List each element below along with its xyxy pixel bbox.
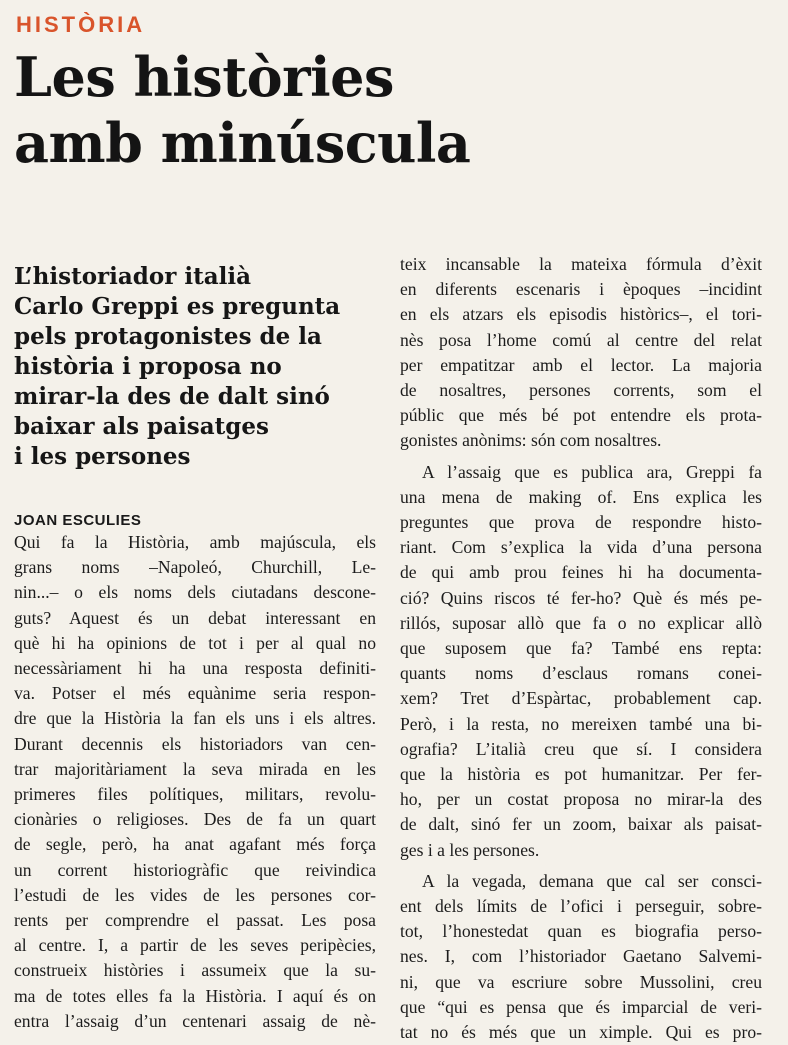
right-column <box>400 252 762 1045</box>
text-line: rents per comprendre el passat. Les posa <box>14 910 376 931</box>
text-line: teix incansable la mateixa fórmula d’èxit <box>400 254 762 274</box>
text-line: nès posa l’home comú al centre del relat <box>400 329 762 350</box>
text-line: ma de totes elles fa la Història. I aquí és on <box>14 985 376 1006</box>
text-line: riant. Com s’explica la vida d’una persona <box>400 537 762 558</box>
text-line: nes. I, com l’historiador Gaetano Salvemi- <box>400 946 762 967</box>
text-line: que suposem que fa? També ens repta: <box>400 638 762 659</box>
text-line: gonistes anònims: són com nosaltres. <box>400 430 662 451</box>
text-line: al centre. I, a partir de les seves peripècies, <box>14 935 376 956</box>
text-line: l’estudi de les vides de les persones cor- <box>14 884 376 905</box>
text-line: va. Potser el més equànime seria respon- <box>14 683 376 704</box>
text-line: grans noms –Napoleó, Churchill, Le- <box>14 557 376 578</box>
text-line: què hi ha opinions de tot i per al qual no <box>14 632 376 653</box>
text-line: nin...– o els noms dels ciutadans descone- <box>14 582 376 603</box>
text-line: de dalt, sinó fer un zoom, baixar als paisat- <box>400 814 762 835</box>
lead-line: i les persones <box>14 443 191 470</box>
text-line: un corrent historiogràfic que reivindica <box>14 859 376 880</box>
text-line: rillós, suposar allò que fa o no explicar allò <box>400 612 762 633</box>
article-headline <box>14 44 754 176</box>
text-line: tat no és més que un ximple. Qui es pro- <box>400 1022 762 1043</box>
lead-line: Carlo Greppi es pregunta <box>14 293 341 320</box>
left-body-text <box>14 530 376 1034</box>
text-line: construeix històries i assumeix que la su- <box>14 960 376 981</box>
section-label: HISTÒRIA <box>16 12 146 37</box>
text-line: públic que més bé pot entendre els prota- <box>400 405 762 426</box>
text-line: ho, per un costat proposa no mirar-la des <box>400 789 762 810</box>
article-lead <box>14 262 376 472</box>
text-line: primeres files polítiques, militars, revolu- <box>14 784 376 805</box>
text-line: Qui fa la Història, amb majúscula, els <box>14 532 376 552</box>
author-byline: JOAN ESCULIES <box>14 512 142 529</box>
text-line: tot, l’honestedat quan es biografia perso- <box>400 921 762 942</box>
text-line: ni, que va escriure sobre Mussolini, creu <box>400 971 762 992</box>
text-line: ges i a les persones. <box>400 839 540 860</box>
lead-line: L’historiador italià <box>14 263 251 290</box>
text-line: A la vegada, demana que cal ser consci- <box>422 870 762 891</box>
text-line: A l’assaig que es publica ara, Greppi fa <box>422 461 762 482</box>
left-column <box>14 252 376 1034</box>
lead-line: història i proposa no <box>14 353 282 380</box>
headline-line: Les històries <box>14 45 394 109</box>
text-line: ent dels límits de l’ofici i perseguir, sobre- <box>400 896 762 917</box>
text-line: que la història es pot humanitzar. Per fer- <box>400 764 762 785</box>
text-line: una mena de making of. Ens explica les <box>400 486 762 507</box>
text-line: en els atzars els episodis històrics–, el tori- <box>400 304 762 325</box>
text-line: de nosaltres, persones corrents, som el <box>400 380 762 401</box>
lead-line: baixar als paisatges <box>14 413 269 440</box>
text-line: ció? Quins riscos té fer-ho? Què és més pe- <box>400 587 762 608</box>
text-line: cionàries o religioses. Des de fa un quart <box>14 809 376 830</box>
text-line: xem? Tret d’Espàrtac, probablement cap. <box>400 688 762 709</box>
headline-line: amb minúscula <box>14 111 471 175</box>
text-line: guts? Aquest és un debat interessant en <box>14 607 376 628</box>
text-line: quants noms d’esclaus romans conei- <box>400 663 762 684</box>
text-line: Però, i la resta, no mereixen també una bi- <box>400 713 762 734</box>
text-line: dre que la Història la fan els uns i els altres. <box>14 708 376 729</box>
text-line: ografia? L’italià creu que sí. I considera <box>400 738 762 759</box>
text-line: preguntes que prova de respondre histo- <box>400 512 762 533</box>
text-line: per empatitzar amb el lector. La majoria <box>400 354 762 375</box>
text-line: de qui amb prou feines hi ha documenta- <box>400 562 762 583</box>
lead-line: mirar-la des de dalt sinó <box>14 383 330 410</box>
text-line: que “qui es pensa que és imparcial de veri- <box>400 996 762 1017</box>
text-line: necessàriament hi ha una resposta definiti- <box>14 658 376 679</box>
text-line: en diferents escenaris i èpoques –incidint <box>400 279 762 300</box>
text-line: entra l’assaig d’un centenari assaig de nè- <box>14 1010 376 1031</box>
text-line: Durant decennis els historiadors van cen- <box>14 733 376 754</box>
lead-line: pels protagonistes de la <box>14 323 322 350</box>
text-line: trar majoritàriament la seva mirada en les <box>14 758 376 779</box>
text-line: de segle, però, ha anat agafant més força <box>14 834 376 855</box>
